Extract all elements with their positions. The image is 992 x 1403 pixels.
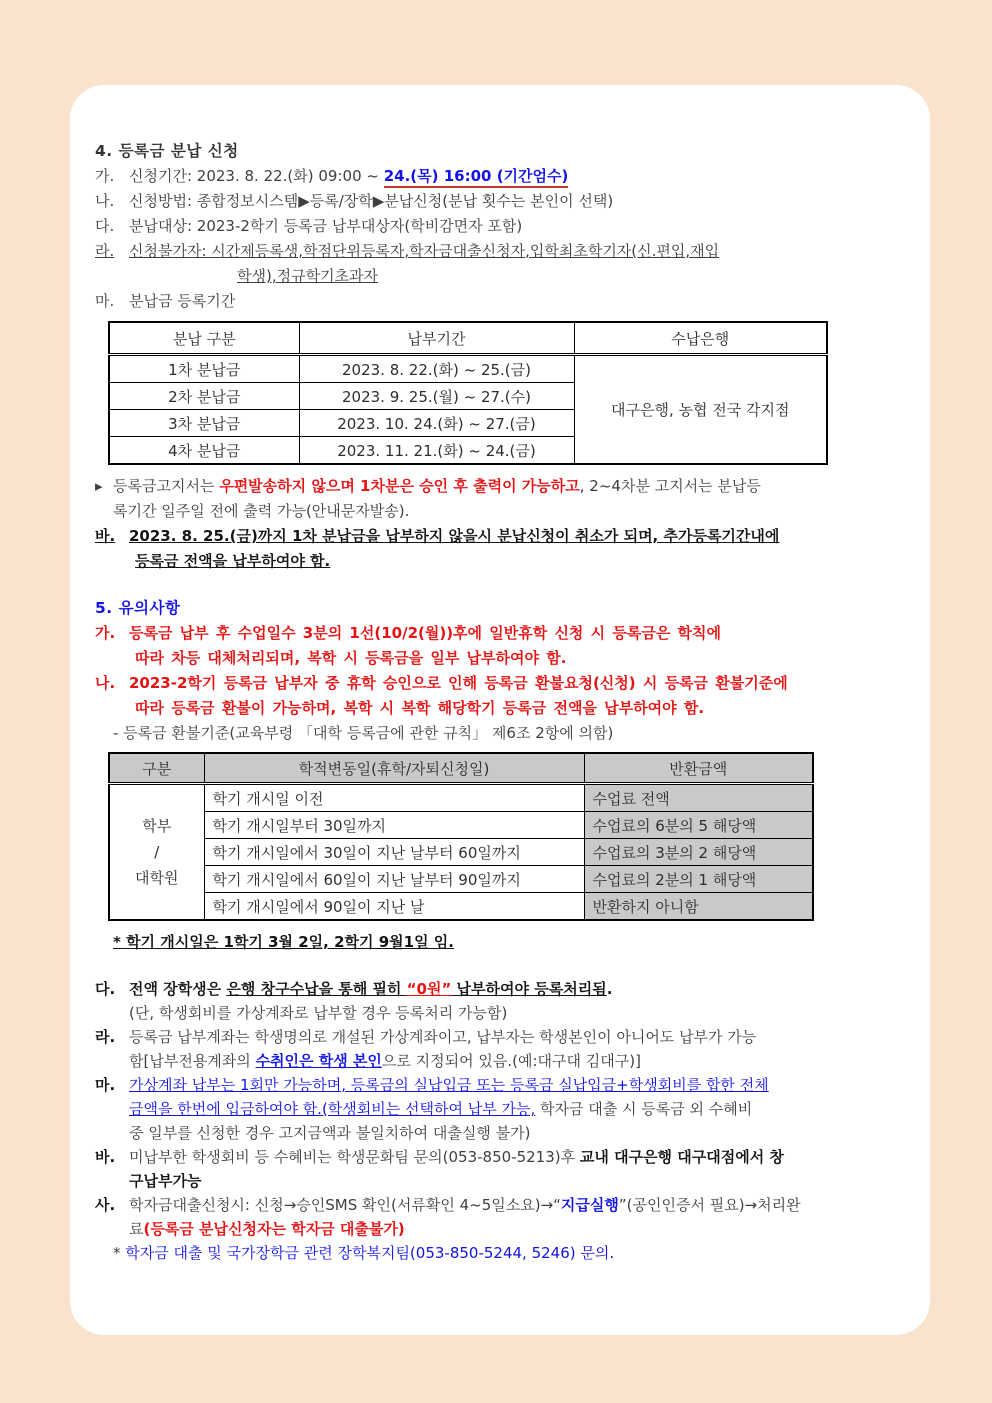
triangle-bullet-icon: ▸ xyxy=(95,477,103,495)
loan-contact-note xyxy=(113,1241,914,1265)
note-ra-line1: 등록금 납부계좌는 학생명의로 개설된 가상계좌이고, 납부자는 학생본인이 아니어도 납부가 가능 xyxy=(129,1028,757,1046)
s4-ra-label: 라. xyxy=(95,242,115,260)
s4-ra-line2: 학생),정규학기초과자 xyxy=(237,267,379,285)
note-ma-label: 마. xyxy=(95,1076,116,1094)
note-ma-line2-post: 학자금 대출 시 등록금 외 수혜비 xyxy=(535,1100,753,1118)
note-ra-label: 라. xyxy=(95,1028,116,1046)
s4-ma-text: 분납금 등록기간 xyxy=(129,292,236,310)
payment-cell-category: 3차 분납금 xyxy=(109,410,299,437)
note-da-line2: (단, 학생회비를 가상계좌로 납부할 경우 등록처리 가능함) xyxy=(129,1004,508,1022)
note-ra-line2-post: 으로 지정되어 있음.(예:대구대 김대구)] xyxy=(381,1052,641,1070)
payment-cell-category: 1차 분납금 xyxy=(109,355,299,383)
note-ra-line2-pre: 함[납부전용계좌의 xyxy=(129,1052,256,1070)
refund-table-row xyxy=(109,893,813,921)
note-ma-blue1: 가상계좌 납부는 1회만 가능하며, 등록금의 실납입금 또는 등록금 실납입금+학생회비를 합한 전체 xyxy=(129,1076,769,1094)
note-item-virtual-account xyxy=(95,1025,914,1073)
payment-table xyxy=(108,321,828,465)
payment-cell-period: 2023. 11. 21.(화) ~ 24.(금) xyxy=(299,437,574,465)
refund-header-group: 구분 xyxy=(109,753,204,784)
s4-item-cancel-warning xyxy=(95,524,914,574)
s4-da-label: 다. xyxy=(95,217,115,235)
note-ba-bank-emphasis: 교내 대구은행 대구대점에서 창 xyxy=(579,1148,784,1166)
payment-cell-category: 4차 분납금 xyxy=(109,437,299,465)
payment-cell-bank: 대구은행, 농협 전국 각지점 xyxy=(574,355,827,465)
payment-cell-category: 2차 분납금 xyxy=(109,383,299,410)
s4-ra-line1: 신청불가자: 시간제등록생,학점단위등록자,학자금대출신청자,입학최초학기자(신.편입,재입 xyxy=(129,242,720,260)
refund-table-row xyxy=(109,839,813,866)
s4-ga-text: 신청기간: 2023. 8. 22.(화) 09:00 ~ xyxy=(129,167,384,185)
note-ba-label: 바. xyxy=(95,1148,116,1166)
s4-ba-line1: 2023. 8. 25.(금)까지 1차 분납금을 납부하지 않을시 분납신청이 취소가 되며, 추가등록기간내에 xyxy=(129,527,780,545)
note-ma-line1 xyxy=(129,1073,769,1097)
refund-group-line: 대학원 xyxy=(135,869,179,887)
note-sa-disbursement-emphasis: 지급실행 xyxy=(560,1196,619,1214)
s5-ga-line1: 등록금 납부 후 수업일수 3분의 1선(10/2(월))후에 일반휴학 신청 시 등록금은 학칙에 xyxy=(129,624,722,642)
refund-group-cell xyxy=(109,784,204,921)
s4-ga-label: 가. xyxy=(95,167,115,185)
bill-notice xyxy=(95,474,914,524)
s5-ga-label: 가. xyxy=(95,624,116,642)
note-sa-line1 xyxy=(129,1193,801,1217)
refund-table-row xyxy=(109,866,813,893)
s4-ba-label: 바. xyxy=(95,527,116,545)
loan-contact-text: 학자금 대출 및 국가장학금 관련 장학복지팀(053-850-5244, 5246) 문의. xyxy=(120,1244,615,1262)
note-item-single-deposit xyxy=(95,1073,914,1145)
payment-cell-period: 2023. 8. 22.(화) ~ 25.(금) xyxy=(299,355,574,383)
note-item-unpaid-fee xyxy=(95,1145,914,1193)
refund-cell-amount: 수업료의 2분의 1 해당액 xyxy=(584,866,813,893)
payment-cell-period: 2023. 10. 24.(화) ~ 27.(금) xyxy=(299,410,574,437)
note-da-underlined1: 은행 창구수납을 통해 필히 xyxy=(226,980,407,998)
note-da-underlined2: 납부하여야 등록처리됨 xyxy=(451,980,607,998)
payment-table-header-row xyxy=(109,322,827,355)
s4-item-period-table-caption xyxy=(95,289,914,314)
refund-header-condition: 학적변동일(휴학/자퇴신청일) xyxy=(204,753,584,784)
note-sa-line1-pre: 학자금대출신청시: 신청→승인SMS 확인(서류확인 4~5일소요)→“ xyxy=(129,1196,561,1214)
refund-cell-amount: 수업료 전액 xyxy=(584,784,813,812)
bill-notice-post: , 2~4차분 고지서는 분납등 xyxy=(579,477,761,495)
star-mark: * xyxy=(113,1244,121,1262)
payment-cell-period: 2023. 9. 25.(월) ~ 27.(수) xyxy=(299,383,574,410)
note-da-pre: 전액 장학생은 xyxy=(129,980,227,998)
s4-da-text: 분납대상: 2023-2학기 등록금 납부대상자(학비감면자 포함) xyxy=(129,217,523,235)
note-sa-line2-pre: 료 xyxy=(129,1220,144,1238)
s4-item-ineligible xyxy=(95,239,914,289)
note-sa-label: 사. xyxy=(95,1196,116,1214)
notes-section xyxy=(95,977,914,1265)
refund-cell-amount: 수업료의 6분의 5 해당액 xyxy=(584,812,813,839)
refund-cell-condition: 학기 개시일 이전 xyxy=(204,784,584,812)
refund-cell-amount: 반환하지 아니함 xyxy=(584,893,813,921)
note-ma-blue2: 금액을 한번에 입금하여야 함.(학생회비는 선택하여 납부 가능, xyxy=(129,1100,536,1118)
s5-na-line1: 2023-2학기 등록금 납부자 중 휴학 승인으로 인해 등록금 환불요청(신청) 시 등록금 환불기준에 xyxy=(129,674,788,692)
note-da-label: 다. xyxy=(95,980,116,998)
refund-group-line: / xyxy=(154,843,160,861)
refund-basis-note: - 등록금 환불기준(교육부령 「대학 등록금에 관한 규칙」 제6조 2항에 의함) xyxy=(113,724,614,742)
s5-na-line2: 따라 등록금 환불이 가능하며, 복학 시 복학 해당학기 등록금 전액을 납부하여야 함. xyxy=(135,699,705,717)
s5-item-refund-rule xyxy=(95,671,914,721)
payment-header-category: 분납 구분 xyxy=(109,322,299,355)
note-sa-line2 xyxy=(129,1217,801,1241)
note-sa-loan-restriction: (등록금 분납신청자는 학자금 대출불가) xyxy=(143,1220,405,1238)
payment-table-row xyxy=(109,355,827,383)
note-ma-line3: 중 일부를 신청한 경우 고지금액과 불일치하여 대출실행 불가) xyxy=(129,1124,531,1142)
note-ba-line2: 구납부가능 xyxy=(129,1172,202,1190)
note-da-tail: . xyxy=(606,980,613,998)
s5-na-label: 나. xyxy=(95,674,116,692)
refund-cell-condition: 학기 개시일에서 60일이 지난 날부터 90일까지 xyxy=(204,866,584,893)
refund-cell-condition: 학기 개시일에서 90일이 지난 날 xyxy=(204,893,584,921)
bill-notice-pre: 등록금고지서는 xyxy=(113,477,220,495)
s4-ma-label: 마. xyxy=(95,292,115,310)
note-ba-line1-pre: 미납부한 학생회비 등 수혜비는 학생문화팀 문의(053-850-5213)후 xyxy=(129,1148,580,1166)
refund-table-row xyxy=(109,784,813,812)
note-ra-payee-emphasis: 수취인은 학생 본인 xyxy=(255,1052,382,1070)
refund-table-header-row xyxy=(109,753,813,784)
payment-header-bank: 수납은행 xyxy=(574,322,827,355)
refund-cell-condition: 학기 개시일에서 30일이 지난 날부터 60일까지 xyxy=(204,839,584,866)
note-sa-line1-mid: ”(공인인증서 필요)→처리완 xyxy=(618,1196,801,1214)
bill-notice-red: 우편발송하지 않으며 1차분은 승인 후 출력이 가능하고 xyxy=(219,477,580,495)
refund-cell-amount: 수업료의 3분의 2 해당액 xyxy=(584,839,813,866)
note-da-line1 xyxy=(129,977,612,1001)
refund-group-line: 학부 xyxy=(142,817,172,835)
section5-title: 5. 유의사항 xyxy=(95,599,181,617)
s5-ga-line2: 따라 차등 대체처리되며, 복학 시 등록금을 일부 납부하여야 함. xyxy=(135,649,567,667)
note-ba-line1 xyxy=(129,1145,784,1169)
refund-cell-condition: 학기 개시일부터 30일까지 xyxy=(204,812,584,839)
refund-header-amount: 반환금액 xyxy=(584,753,813,784)
deadline-emphasis: 24.(목) 16:00 (기간엄수) xyxy=(384,167,569,188)
semester-start-footnote: * 학기 개시일은 1학기 3월 2일, 2학기 9월1일 임. xyxy=(113,933,454,951)
note-da-zero-won: “0원” xyxy=(406,980,452,998)
payment-header-period: 납부기간 xyxy=(299,322,574,355)
s4-na-label: 나. xyxy=(95,192,115,210)
s4-item-apply-period xyxy=(95,164,914,189)
section4-title: 4. 등록금 분납 신청 xyxy=(95,142,239,160)
s4-ba-line2: 등록금 전액을 납부하여야 함. xyxy=(135,552,331,570)
s5-item-leave-rule xyxy=(95,621,914,671)
s4-item-target xyxy=(95,214,914,239)
s4-ga-line xyxy=(129,164,568,189)
bill-notice-line2: 록기간 일주일 전에 출력 가능(안내문자발송). xyxy=(113,502,410,520)
refund-table xyxy=(108,752,814,921)
refund-table-row xyxy=(109,812,813,839)
note-item-student-loan xyxy=(95,1193,914,1241)
s4-item-apply-method xyxy=(95,189,914,214)
note-ra-line2 xyxy=(129,1049,756,1073)
note-item-zero-won xyxy=(95,977,914,1025)
note-ma-line2 xyxy=(129,1097,769,1121)
s4-na-text: 신청방법: 종합정보시스템▶등록/장학▶분납신청(분납 횟수는 본인이 선택) xyxy=(129,192,614,210)
bill-notice-line1 xyxy=(113,474,761,499)
content-panel xyxy=(70,85,930,1335)
